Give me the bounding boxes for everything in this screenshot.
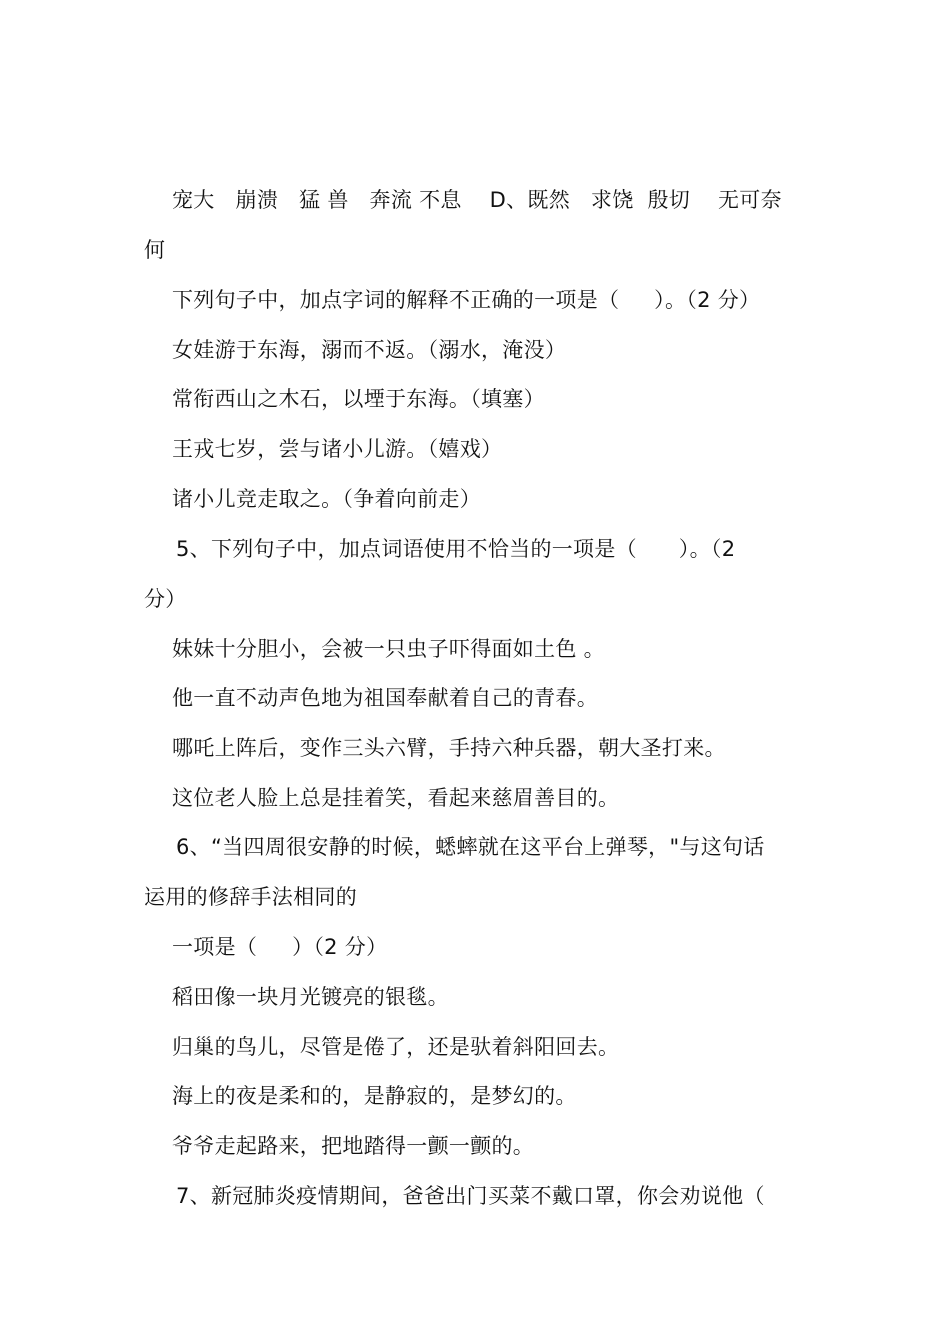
question-6-option-d: 爷爷走起路来，把地踏得一颤一颤的。	[172, 1134, 535, 1158]
question-7-stem: 7、新冠肺炎疫情期间，爸爸出门买菜不戴口罩，你会劝说他（	[176, 1184, 765, 1208]
question-5-option-a: 妹妹十分胆小，会被一只虫子吓得面如土色 。	[172, 637, 605, 661]
question-6-stem: 6、“当四周很安静的时候，蟋蟀就在这平台上弹琴，"与这句话	[176, 835, 765, 859]
option-line-c-d: 宠大 崩溃 猛 兽 奔流 不息 D、既然 求饶 殷切 无可奈	[172, 188, 782, 212]
question-5-stem: 5、下列句子中，加点词语使用不恰当的一项是（ ）。（2	[176, 537, 736, 561]
question-5-option-b: 他一直不动声色地为祖国奉献着自己的青春。	[172, 686, 598, 710]
question-5-stem-continuation: 分）	[144, 587, 187, 611]
question-4-option-b: 常衔西山之木石，以堙于东海。（填塞）	[172, 387, 545, 411]
option-line-continuation: 何	[144, 238, 166, 262]
question-5-option-d: 这位老人脸上总是挂着笑，看起来慈眉善目的。	[172, 786, 620, 810]
question-6-stem-end: 一项是（ ）（2 分）	[172, 935, 388, 959]
question-4-option-d: 诸小儿竞走取之。（争着向前走）	[172, 487, 481, 511]
question-5-option-c: 哪吒上阵后，变作三头六臂，手持六种兵器，朝大圣打来。	[172, 736, 726, 760]
question-4-stem: 下列句子中，加点字词的解释不正确的一项是（ ）。（2 分）	[172, 288, 761, 312]
question-6-stem-continuation: 运用的修辞手法相同的	[144, 885, 357, 909]
question-6-option-c: 海上的夜是柔和的，是静寂的，是梦幻的。	[172, 1084, 577, 1108]
question-4-option-c: 王戎七岁，尝与诸小儿游。（嬉戏）	[172, 437, 503, 461]
question-6-option-b: 归巢的鸟儿，尽管是倦了，还是驮着斜阳回去。	[172, 1035, 620, 1059]
question-6-option-a: 稻田像一块月光镀亮的银毯。	[172, 985, 449, 1009]
question-4-option-a: 女娃游于东海，溺而不返。（溺水，淹没）	[172, 338, 567, 362]
